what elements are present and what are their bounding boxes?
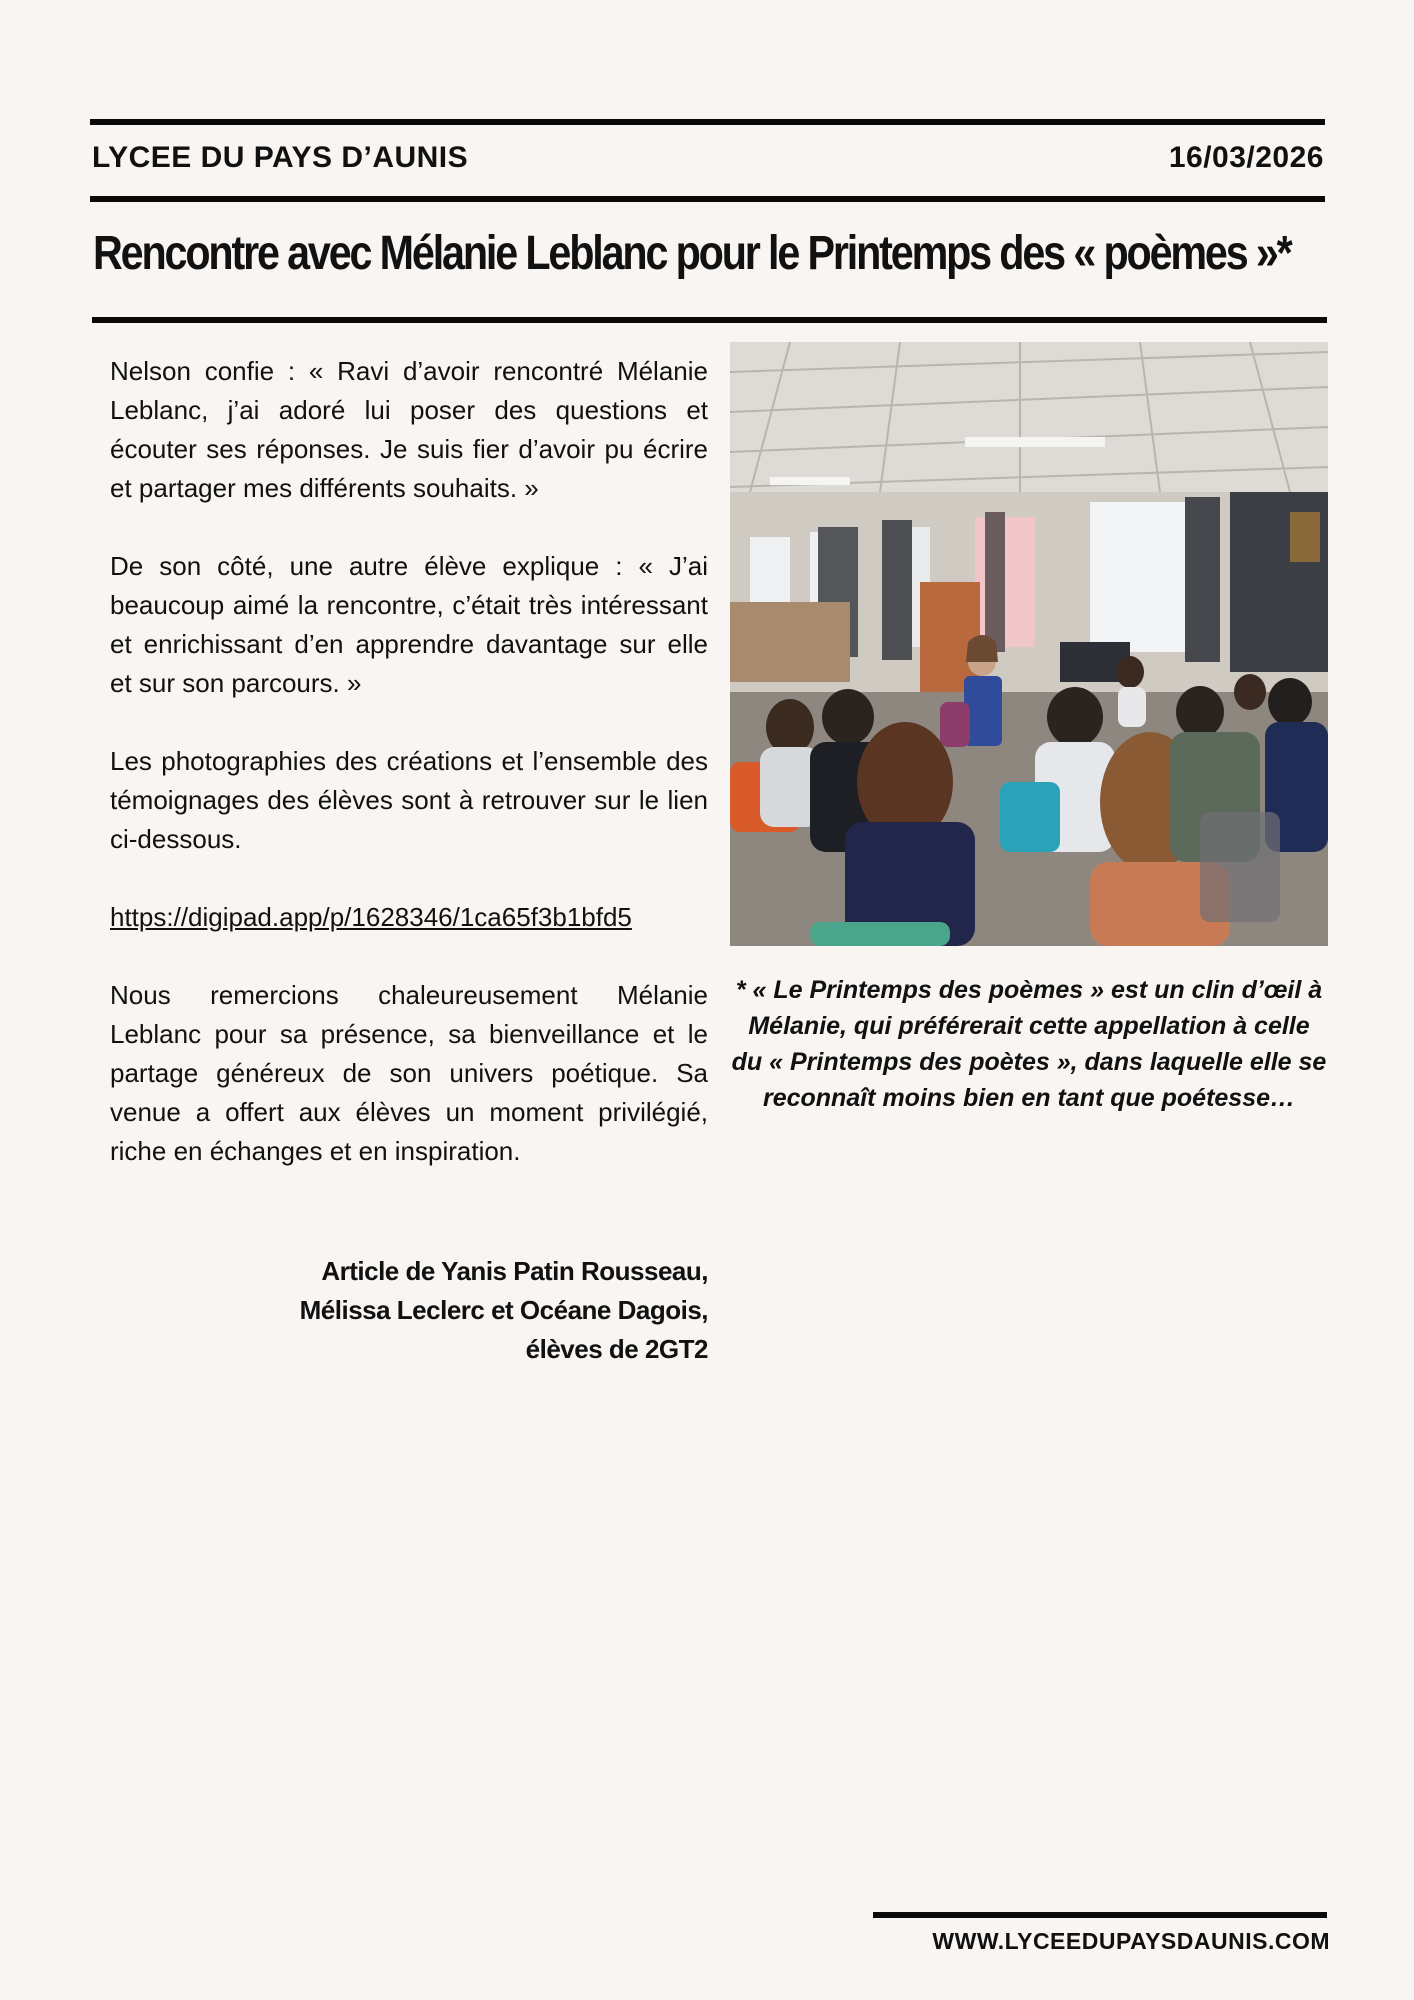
article-body bbox=[110, 352, 708, 1171]
footer-rule bbox=[873, 1912, 1327, 1918]
article-title: Rencontre avec Mélanie Leblanc pour le Printemps des « poèmes »* bbox=[93, 227, 1291, 280]
paragraph-student-quote: De son côté, une autre élève explique : « J’ai beaucoup aimé la rencontre, c’était très intéressant et enrichissant d’en apprendre davantage sur elle et sur son parcours. » bbox=[110, 551, 708, 698]
title-rule bbox=[92, 317, 1327, 323]
byline-line: Mélissa Leclerc et Océane Dagois, bbox=[299, 1295, 708, 1325]
paragraph-photos-info: Les photographies des créations et l’ensemble des témoignages des élèves sont à retrouver sur le lien ci-dessous. bbox=[110, 746, 708, 854]
digipad-link[interactable]: https://digipad.app/p/1628346/1ca65f3b1bfd5 bbox=[110, 902, 632, 932]
header-top-rule bbox=[90, 119, 1325, 125]
paragraph-nelson-quote: Nelson confie : « Ravi d’avoir rencontré Mélanie Leblanc, j’ai adoré lui poser des questions et écouter ses réponses. Je suis fier d’avoir pu écrire et partager mes différents souhaits. » bbox=[110, 356, 708, 503]
photo-caption: * « Le Printemps des poèmes » est un clin d’œil à Mélanie, qui préférerait cette appellation à celle du « Printemps des poètes », dans laquelle elle se reconnaît moins bien en tant que poétesse… bbox=[731, 976, 1327, 1112]
header-bottom-rule bbox=[90, 196, 1325, 202]
byline-line: Article de Yanis Patin Rousseau, bbox=[321, 1256, 708, 1286]
publication-date: 16/03/2026 bbox=[1168, 141, 1324, 174]
paragraph-thanks: Nous remercions chaleureusement Mélanie Leblanc pour sa présence, sa bienveillance et le partage généreux de son univers poétique. Sa venue a offert aux élèves un moment privilégié, riche en échanges et en inspiration. bbox=[110, 980, 708, 1166]
school-name: LYCEE DU PAYS D’AUNIS bbox=[92, 141, 469, 174]
byline-line: élèves de 2GT2 bbox=[525, 1334, 708, 1364]
classroom-photo-illustration bbox=[730, 342, 1328, 946]
article-byline bbox=[300, 1252, 708, 1369]
classroom-photo bbox=[730, 342, 1328, 946]
website-url[interactable]: WWW.LYCEEDUPAYSDAUNIS.COM bbox=[932, 1928, 1330, 1954]
